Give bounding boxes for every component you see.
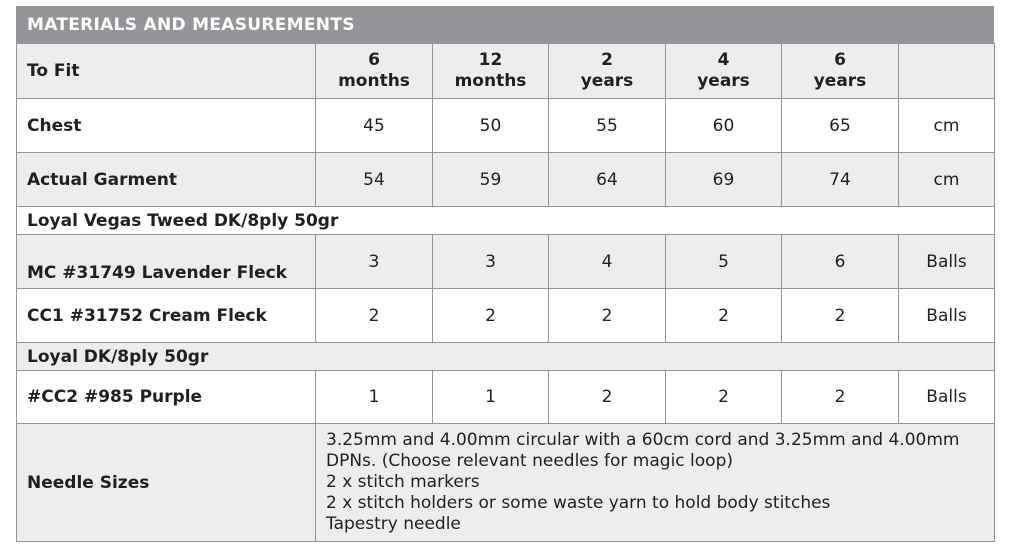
table-cell: 3 [433, 235, 549, 289]
table-cell: 69 [666, 153, 782, 207]
size-unit: years [813, 71, 867, 91]
unit-cell: Balls [899, 289, 995, 343]
to-fit-label: To Fit [17, 44, 316, 99]
table-row-cc2 [17, 371, 995, 424]
header-row [17, 44, 995, 99]
needle-line: 2 x stitch markers [326, 472, 480, 492]
table-cell: 2 [782, 289, 899, 343]
table-title: MATERIALS AND MEASUREMENTS [16, 6, 994, 43]
table-cell: 2 [433, 289, 549, 343]
table-cell: 6 [782, 235, 899, 289]
size-header [433, 44, 549, 99]
table-cell: 45 [316, 99, 433, 153]
needle-list [316, 424, 995, 542]
section-heading: Loyal Vegas Tweed DK/8ply 50gr [17, 207, 995, 235]
section-row [17, 343, 995, 371]
row-label: CC1 #31752 Cream Fleck [17, 289, 316, 343]
table-cell: 60 [666, 99, 782, 153]
unit-cell: cm [899, 99, 995, 153]
size-number: 12 [478, 50, 503, 70]
size-number: 6 [368, 50, 380, 70]
row-label: #CC2 #985 Purple [17, 371, 316, 424]
table-cell: 4 [549, 235, 666, 289]
measurements-table [16, 43, 995, 542]
table-row-garment [17, 153, 995, 207]
unit-cell: Balls [899, 371, 995, 424]
size-number: 4 [717, 50, 730, 70]
size-unit: months [338, 71, 410, 91]
table-cell: 1 [316, 371, 433, 424]
table-cell: 74 [782, 153, 899, 207]
size-header [549, 44, 666, 99]
needle-line: 2 x stitch holders or some waste yarn to hold body stitches [326, 493, 831, 513]
size-number: 6 [834, 50, 846, 70]
unit-cell: Balls [899, 235, 995, 289]
table-cell: 65 [782, 99, 899, 153]
table-cell: 64 [549, 153, 666, 207]
table-cell: 55 [549, 99, 666, 153]
size-unit: months [454, 71, 527, 91]
table-row-cc1 [17, 289, 995, 343]
size-unit: years [580, 71, 634, 91]
row-label: Actual Garment [17, 153, 316, 207]
needle-line: DPNs. (Choose relevant needles for magic loop) [326, 451, 733, 471]
table-cell: 5 [666, 235, 782, 289]
table-cell: 59 [433, 153, 549, 207]
section-row [17, 207, 995, 235]
table-row-needles [17, 424, 995, 542]
table-cell: 3 [316, 235, 433, 289]
needle-line: Tapestry needle [326, 514, 461, 534]
size-header [782, 44, 899, 99]
needle-line: 3.25mm and 4.00mm circular with a 60cm cord and 3.25mm and 4.00mm [326, 430, 960, 450]
table-cell: 2 [666, 289, 782, 343]
table-cell: 1 [433, 371, 549, 424]
size-header [316, 44, 433, 99]
size-number: 2 [601, 50, 613, 70]
table-cell: 2 [666, 371, 782, 424]
table-cell: 2 [549, 289, 666, 343]
section-heading: Loyal DK/8ply 50gr [17, 343, 995, 371]
table-cell: 50 [433, 99, 549, 153]
table-cell: 54 [316, 153, 433, 207]
table-row-chest [17, 99, 995, 153]
table-cell: 2 [782, 371, 899, 424]
materials-table-container [16, 6, 994, 542]
size-unit: years [697, 71, 750, 91]
row-label: MC #31749 Lavender Fleck [17, 235, 316, 289]
table-cell: 2 [316, 289, 433, 343]
table-cell: 2 [549, 371, 666, 424]
row-label: Needle Sizes [17, 424, 316, 542]
row-label: Chest [17, 99, 316, 153]
size-header [666, 44, 782, 99]
table-row-mc [17, 235, 995, 289]
unit-cell: cm [899, 153, 995, 207]
unit-header [899, 44, 995, 99]
